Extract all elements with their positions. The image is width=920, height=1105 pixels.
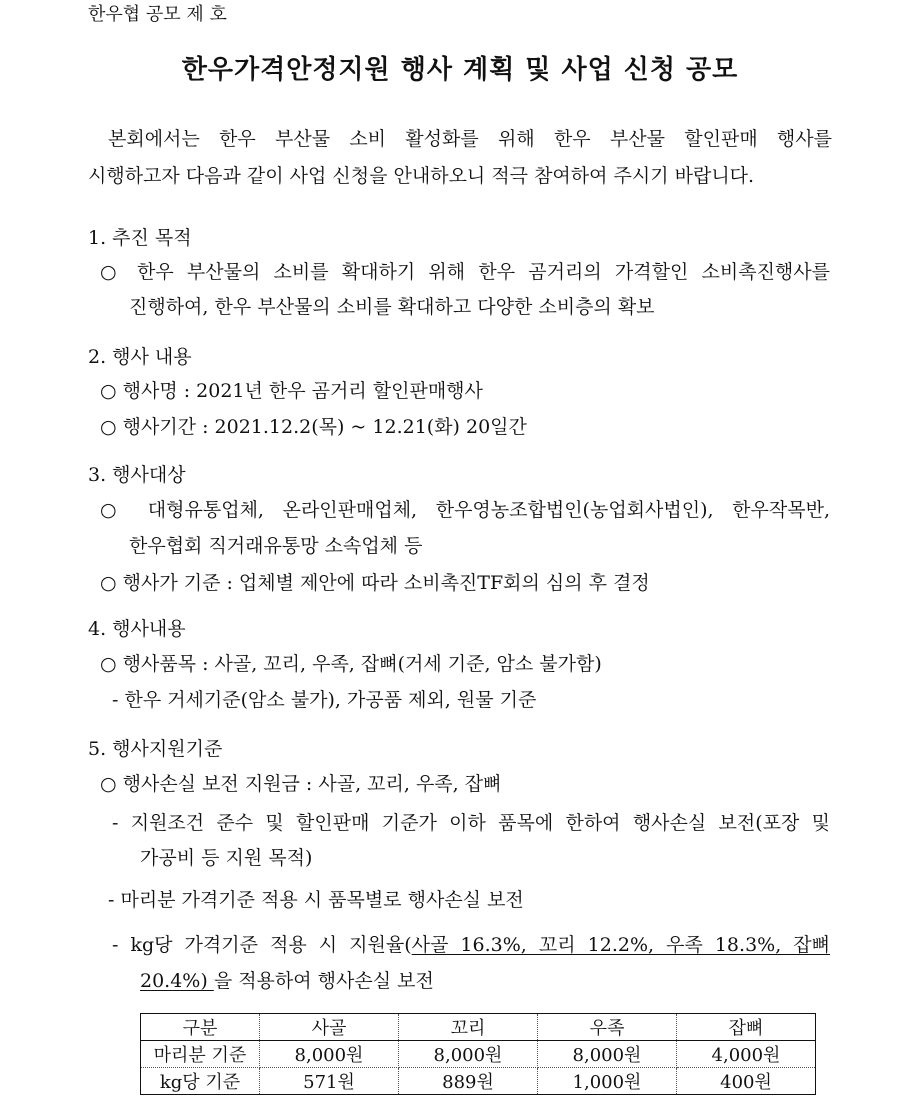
price-table: [140, 1013, 816, 1095]
section-5-heading: 5. 행사지원기준: [88, 738, 223, 760]
section-1-bullet-1-cont: 진행하여, 한우 부산물의 소비를 확대하고 다양한 소비층의 확보: [129, 296, 655, 318]
section-3-heading: 3. 행사대상: [88, 464, 186, 486]
section-2-bullet-1: ○ 행사명 : 2021년 한우 곰거리 할인판매행사: [100, 380, 483, 402]
header-cell: 사골: [260, 1014, 399, 1041]
intro-line-2: 시행하고자 다음과 같이 사업 신청을 안내하오니 적극 참여하여 주시기 바랍니다.: [88, 165, 755, 187]
section-5-detail-1-cont: 가공비 등 지원 목적): [140, 847, 313, 869]
document-number: 한우협 공모 제 호: [88, 4, 227, 25]
intro-line-1: 본회에서는 한우 부산물 소비 활성화를 위해 한우 부산물 할인판매 행사를: [108, 128, 832, 150]
section-2-bullet-2: ○ 행사기간 : 2021.12.2(목) ~ 12.21(화) 20일간: [100, 416, 527, 438]
table-cell: 400원: [677, 1068, 816, 1095]
table-cell: 8,000원: [260, 1041, 399, 1068]
table-row: [141, 1068, 816, 1095]
section-3-bullet-1: ○ 대형유통업체, 온라인판매업체, 한우영농조합법인(농업회사법인), 한우작목반,: [100, 499, 830, 521]
table-header-row: [141, 1014, 816, 1041]
support-rate-text-cont: 20.4%): [140, 970, 214, 992]
section-5-detail-3-suffix: 을 적용하여 행사손실 보전: [213, 970, 434, 992]
section-4-bullet-1: ○ 행사품목 : 사골, 꼬리, 우족, 잡뼈(거세 기준, 암소 불가함): [100, 653, 602, 675]
table-cell: 889원: [399, 1068, 538, 1095]
table-cell: 8,000원: [538, 1041, 677, 1068]
section-5-detail-3: [112, 932, 830, 958]
section-5-detail-1: - 지원조건 준수 및 할인판매 기준가 이하 품목에 한하여 행사손실 보전(포장 및: [112, 812, 830, 834]
section-1-heading: 1. 추진 목적: [88, 227, 192, 249]
page-title: 한우가격안정지원 행사 계획 및 사업 신청 공모: [181, 55, 739, 85]
section-5-detail-3-prefix: - kg당 가격기준 적용 시 지원율(: [112, 934, 412, 956]
section-4-heading: 4. 행사내용: [88, 618, 186, 640]
table-cell: kg당 기준: [141, 1068, 260, 1095]
table-cell: 마리분 기준: [141, 1041, 260, 1068]
header-cell: 꼬리: [399, 1014, 538, 1041]
table-row: [141, 1041, 816, 1068]
section-3-bullet-1-cont: 한우협회 직거래유통망 소속업체 등: [129, 535, 423, 557]
header-cell: 우족: [538, 1014, 677, 1041]
table-cell: 1,000원: [538, 1068, 677, 1095]
section-5-detail-2: - 마리분 가격기준 적용 시 품목별로 행사손실 보전: [108, 889, 524, 911]
section-1-bullet-1: ○ 한우 부산물의 소비를 확대하기 위해 한우 곰거리의 가격할인 소비촉진행사를: [100, 261, 830, 283]
section-5-detail-3-cont: [140, 968, 434, 994]
header-cell: 구분: [141, 1014, 260, 1041]
header-cell: 잡뼈: [677, 1014, 816, 1041]
section-3-bullet-2: ○ 행사가 기준 : 업체별 제안에 따라 소비촉진TF회의 심의 후 결정: [100, 572, 650, 594]
table-cell: 4,000원: [677, 1041, 816, 1068]
section-2-heading: 2. 행사 내용: [88, 346, 192, 368]
table-cell: 8,000원: [399, 1041, 538, 1068]
table-cell: 571원: [260, 1068, 399, 1095]
section-5-bullet-1: ○ 행사손실 보전 지원금 : 사골, 꼬리, 우족, 잡뼈: [100, 773, 502, 795]
section-4-detail-1: - 한우 거세기준(암소 불가), 가공품 제외, 원물 기준: [112, 689, 537, 711]
support-rate-text: 사골 16.3%, 꼬리 12.2%, 우족 18.3%, 잡뼈: [411, 934, 831, 956]
